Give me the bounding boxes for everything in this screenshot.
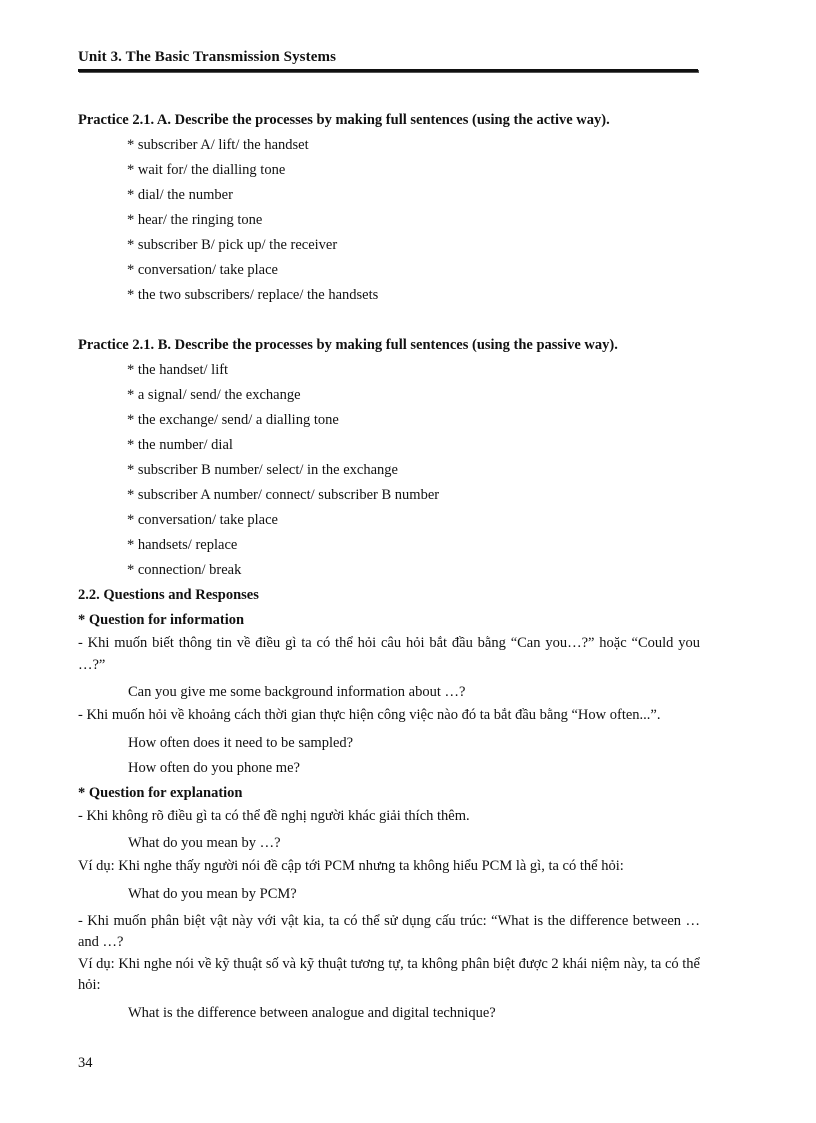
list-item: * the handset/ lift bbox=[127, 362, 229, 378]
question-explanation-heading: * Question for explanation bbox=[78, 784, 243, 801]
list-item: * the number/ dial bbox=[127, 437, 233, 453]
list-item: * handsets/ replace bbox=[127, 537, 238, 553]
page-number: 34 bbox=[78, 1055, 93, 1071]
explanation-paragraph-2: Ví dụ: Khi nghe thấy người nói đề cập tới PCM nhưng ta không hiểu PCM là gì, ta có thể hỏi: bbox=[78, 858, 624, 874]
list-item: * the exchange/ send/ a dialling tone bbox=[127, 412, 339, 428]
list-item: * subscriber B number/ select/ in the exchange bbox=[127, 462, 398, 478]
question-info-heading: * Question for information bbox=[78, 612, 245, 628]
explanation-example-3: What is the difference between analogue and digital technique? bbox=[128, 1004, 496, 1021]
section-2-2-heading: 2.2. Questions and Responses bbox=[78, 587, 259, 603]
spacer bbox=[78, 308, 700, 333]
list-item: * a signal/ send/ the exchange bbox=[127, 387, 301, 403]
info-paragraph-1: - Khi muốn biết thông tin về điều gì ta có thể hỏi câu hỏi bắt đầu bằng “Can you…?” hoặc “Could you …?” bbox=[78, 635, 700, 673]
info-paragraph-2: - Khi muốn hỏi về khoảng cách thời gian thực hiện công việc nào đó ta bắt đầu bằng “How often...”. bbox=[78, 707, 661, 723]
list-item: * dial/ the number bbox=[127, 187, 233, 203]
explanation-paragraph-1: - Khi không rõ điều gì ta có thể đề nghị người khác giải thích thêm. bbox=[78, 807, 470, 824]
info-example-2: How often does it need to be sampled? bbox=[128, 734, 354, 751]
list-item: * wait for/ the dialling tone bbox=[127, 162, 286, 178]
explanation-example-1: What do you mean by …? bbox=[128, 835, 281, 851]
explanation-example-2: What do you mean by PCM? bbox=[128, 885, 297, 902]
info-example-3: How often do you phone me? bbox=[128, 759, 300, 776]
practice-b-list bbox=[78, 358, 700, 583]
page-content bbox=[78, 108, 700, 1026]
explanation-paragraph-3: - Khi muốn phân biệt vật này với vật kia, ta có thể sử dụng cấu trúc: “What is the difference between … and …? bbox=[78, 912, 700, 950]
list-item: * subscriber B/ pick up/ the receiver bbox=[127, 237, 338, 253]
list-item: * hear/ the ringing tone bbox=[127, 212, 263, 228]
list-item: * subscriber A/ lift/ the handset bbox=[127, 137, 309, 153]
practice-a-heading: Practice 2.1. A. Describe the processes by making full sentences (using the active way). bbox=[78, 112, 610, 128]
practice-b-heading: Practice 2.1. B. Describe the processes by making full sentences (using the passive way). bbox=[78, 337, 618, 353]
unit-header-title: Unit 3. The Basic Transmission Systems bbox=[78, 49, 337, 65]
header-rule bbox=[78, 69, 698, 72]
practice-a-list bbox=[78, 133, 700, 308]
list-item: * the two subscribers/ replace/ the handsets bbox=[127, 287, 379, 303]
info-example-1: Can you give me some background information about …? bbox=[128, 684, 466, 700]
explanation-paragraph-4: Ví dụ: Khi nghe nói về kỹ thuật số và kỹ thuật tương tự, ta không phân biệt được 2 khái niệm này, ta có thể hỏi: bbox=[78, 955, 700, 993]
list-item: * conversation/ take place bbox=[127, 512, 278, 528]
list-item: * subscriber A number/ connect/ subscriber B number bbox=[127, 487, 440, 503]
list-item: * conversation/ take place bbox=[127, 262, 278, 278]
list-item: * connection/ break bbox=[127, 562, 242, 578]
